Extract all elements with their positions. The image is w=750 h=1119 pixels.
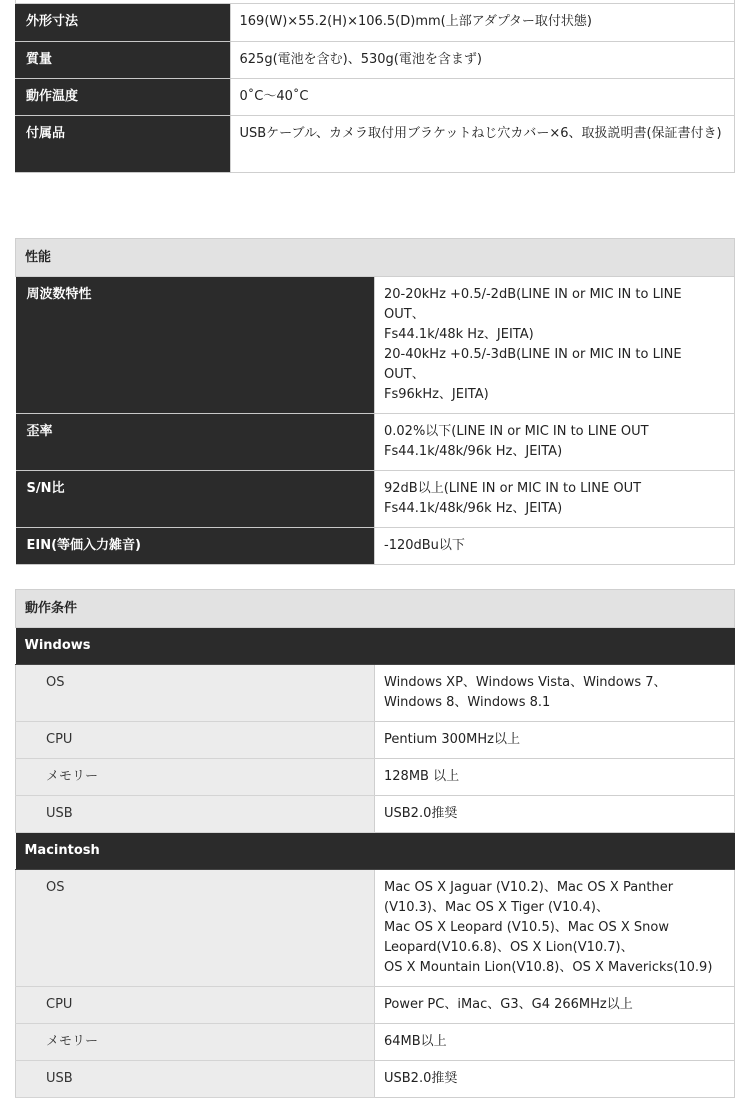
win-label-memory: メモリー — [16, 759, 375, 796]
table-row — [16, 590, 735, 628]
mac-label-usb: USB — [16, 1061, 375, 1098]
table-row — [15, 41, 735, 78]
mac-value-cpu — [375, 987, 735, 1024]
win-label-usb: USB — [16, 796, 375, 833]
value-line: Fs44.1k/48k/96k Hz、JEITA) — [384, 501, 563, 516]
perf-label-sn-ratio: S/N比 — [16, 471, 375, 528]
value-line: USB2.0推奨 — [384, 1071, 458, 1086]
spec-value-dimensions: 169(W)×55.2(H)×106.5(D)mm(上部アダプター取付状態) — [230, 4, 735, 41]
mac-value-memory — [375, 1024, 735, 1061]
mac-label-os: OS — [16, 870, 375, 987]
mac-label-memory: メモリー — [16, 1024, 375, 1061]
value-line: OS X Mountain Lion(V10.8)、OS X Mavericks(10.9) — [384, 960, 713, 975]
spec-table — [15, 4, 735, 173]
value-line: 128MB 以上 — [384, 769, 460, 784]
spec-label-accessories: 付属品 — [15, 115, 230, 172]
table-row — [16, 870, 735, 987]
value-line: 92dB以上(LINE IN or MIC IN to LINE OUT — [384, 481, 642, 496]
spec-value-temperature: 0˚C〜40˚C — [230, 78, 735, 115]
value-line: Pentium 300MHz以上 — [384, 732, 520, 747]
perf-label-frequency: 周波数特性 — [16, 277, 375, 414]
win-value-memory — [375, 759, 735, 796]
value-line: 64MB以上 — [384, 1034, 447, 1049]
table-row — [15, 4, 735, 41]
value-line: Windows 8、Windows 8.1 — [384, 695, 551, 710]
value-line: 20-40kHz +0.5/-3dB(LINE IN or MIC IN to LINE OUT、 — [384, 347, 682, 382]
value-line: (V10.3)、Mac OS X Tiger (V10.4)、 — [384, 900, 609, 915]
perf-value-ein — [375, 528, 735, 565]
mac-value-usb — [375, 1061, 735, 1098]
value-line: Mac OS X Leopard (V10.5)、Mac OS X Snow — [384, 920, 669, 935]
table-row — [16, 987, 735, 1024]
spec-label-dimensions: 外形寸法 — [15, 4, 230, 41]
mac-value-os — [375, 870, 735, 987]
performance-table — [15, 238, 735, 565]
win-value-usb — [375, 796, 735, 833]
table-row — [16, 239, 735, 277]
perf-value-frequency — [375, 277, 735, 414]
table-row — [16, 528, 735, 565]
value-line: Fs44.1k/48k/96k Hz、JEITA) — [384, 444, 563, 459]
table-row — [16, 277, 735, 414]
spec-value-weight: 625g(電池を含む)、530g(電池を含まず) — [230, 41, 735, 78]
table-row — [16, 628, 735, 665]
win-label-cpu: CPU — [16, 722, 375, 759]
windows-header: Windows — [16, 628, 735, 665]
requirements-header: 動作条件 — [16, 590, 735, 628]
table-row — [16, 722, 735, 759]
spec-label-weight: 質量 — [15, 41, 230, 78]
table-row — [16, 833, 735, 870]
value-line: Fs96kHz、JEITA) — [384, 387, 489, 402]
table-row — [16, 665, 735, 722]
value-line: 20-20kHz +0.5/-2dB(LINE IN or MIC IN to LINE OUT、 — [384, 287, 682, 322]
table-row — [16, 1024, 735, 1061]
perf-value-sn-ratio — [375, 471, 735, 528]
perf-label-ein: EIN(等価入力雑音) — [16, 528, 375, 565]
performance-header: 性能 — [16, 239, 735, 277]
mac-header: Macintosh — [16, 833, 735, 870]
requirements-table — [15, 589, 735, 1098]
table-row — [16, 759, 735, 796]
perf-label-distortion: 歪率 — [16, 414, 375, 471]
win-value-cpu — [375, 722, 735, 759]
table-row — [16, 414, 735, 471]
value-line: USB2.0推奨 — [384, 806, 458, 821]
value-line: Fs44.1k/48k Hz、JEITA) — [384, 327, 534, 342]
value-line: -120dBu以下 — [384, 538, 465, 553]
value-line: Windows XP、Windows Vista、Windows 7、 — [384, 675, 667, 690]
win-value-os — [375, 665, 735, 722]
spec-value-accessories: USBケーブル、カメラ取付用ブラケットねじ穴カバー×6、取扱説明書(保証書付き) — [230, 115, 735, 172]
table-row — [16, 1061, 735, 1098]
table-row — [15, 78, 735, 115]
value-line: Mac OS X Jaguar (V10.2)、Mac OS X Panther — [384, 880, 674, 895]
table-row — [15, 115, 735, 172]
mac-label-cpu: CPU — [16, 987, 375, 1024]
table-row — [16, 796, 735, 833]
table-row — [16, 471, 735, 528]
win-label-os: OS — [16, 665, 375, 722]
value-line: Leopard(V10.6.8)、OS X Lion(V10.7)、 — [384, 940, 634, 955]
perf-value-distortion — [375, 414, 735, 471]
spec-label-temperature: 動作温度 — [15, 78, 230, 115]
value-line: 0.02%以下(LINE IN or MIC IN to LINE OUT — [384, 424, 649, 439]
value-line: Power PC、iMac、G3、G4 266MHz以上 — [384, 997, 633, 1012]
